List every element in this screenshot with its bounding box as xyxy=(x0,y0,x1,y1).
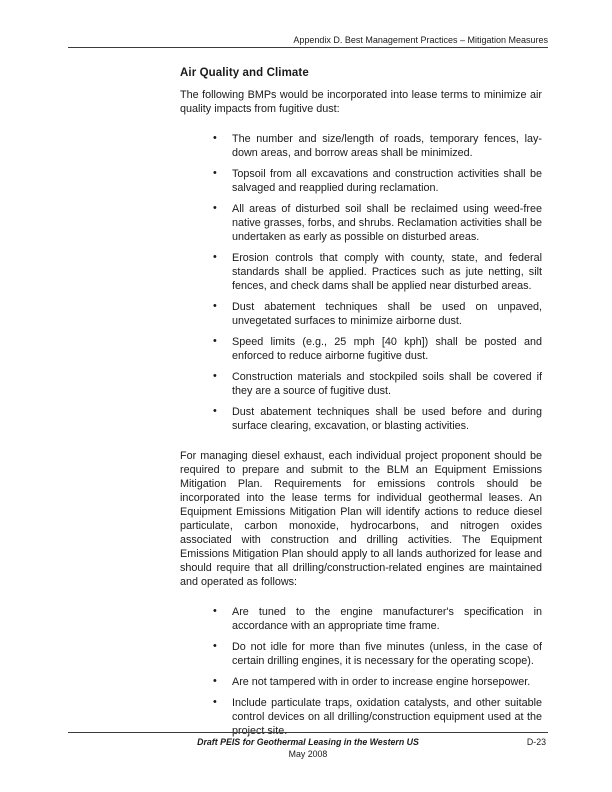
list-item-text: Include particulate traps, oxidation catalysts, and other suitable control devices on all drilling/construction equipment used at the project site. xyxy=(232,697,542,737)
bullet-icon: • xyxy=(213,335,217,347)
section-heading: Air Quality and Climate xyxy=(180,67,309,79)
bullet-icon: • xyxy=(213,605,217,617)
running-header: Appendix D. Best Management Practices – Mitigation Measures xyxy=(293,35,548,45)
header-divider xyxy=(68,47,548,48)
fugitive-dust-bmp-list xyxy=(180,132,542,433)
engine-requirements-list xyxy=(180,605,542,738)
bullet-icon: • xyxy=(213,370,217,382)
bullet-icon: • xyxy=(213,696,217,708)
bullet-icon: • xyxy=(213,675,217,687)
list-item xyxy=(180,202,542,244)
list-item-text: Do not idle for more than five minutes (unless, in the case of certain drilling engines, it is necessary for the operating scope). xyxy=(232,641,542,667)
bullet-icon: • xyxy=(213,640,217,652)
bullet-icon: • xyxy=(213,167,217,179)
list-item-text: Are not tampered with in order to increase engine horsepower. xyxy=(232,676,531,688)
list-item xyxy=(180,640,542,668)
list-item-text: Dust abatement techniques shall be used on unpaved, unvegetated surfaces to minimize airborne dust. xyxy=(232,301,542,327)
list-item-text: Speed limits (e.g., 25 mph [40 kph]) shall be posted and enforced to reduce airborne fugitive dust. xyxy=(232,336,542,362)
bullet-icon: • xyxy=(213,405,217,417)
footer-document-title: Draft PEIS for Geothermal Leasing in the Western US xyxy=(197,737,419,747)
page-number: D-23 xyxy=(526,737,546,747)
list-item xyxy=(180,370,542,398)
list-item xyxy=(180,300,542,328)
list-item-text: The number and size/length of roads, temporary fences, lay-down areas, and borrow areas shall be minimized. xyxy=(232,133,542,159)
list-item xyxy=(180,335,542,363)
list-item xyxy=(180,405,542,433)
bullet-icon: • xyxy=(213,202,217,214)
list-item-text: Are tuned to the engine manufacturer's specification in accordance with an appropriate time frame. xyxy=(232,606,542,632)
bullet-icon: • xyxy=(213,251,217,263)
list-item-text: Erosion controls that comply with county, state, and federal standards shall be applied. Practices such as jute netting, silt fences, and check dams shall be applied near disturbed areas. xyxy=(232,252,542,292)
diesel-exhaust-paragraph: For managing diesel exhaust, each individual project proponent should be required to prepare and submit to the BLM an Equipment Emissions Mitigation Plan. Requirements for emissions controls should be incorporated into the lease terms for individual geothermal leases. An Equipment Emissions Mitigation Plan will identify actions to reduce diesel particulate, carbon monoxide, hydrocarbons, and nitrogen oxides associated with construction and drilling activities. The Equipment Emissions Mitigation Plan should apply to all lands authorized for lease and should require that all drilling/construction-related engines are maintained and operated as follows: xyxy=(180,450,542,588)
footer-divider xyxy=(68,732,548,733)
bullet-icon: • xyxy=(213,132,217,144)
list-item-text: All areas of disturbed soil shall be reclaimed using weed-free native grasses, forbs, and shrubs. Reclamation activities shall be undertaken as early as possible on disturbed areas. xyxy=(232,203,542,243)
list-item-text: Construction materials and stockpiled soils shall be covered if they are a source of fugitive dust. xyxy=(232,371,542,397)
list-item-text: Topsoil from all excavations and construction activities shall be salvaged and reapplied during reclamation. xyxy=(232,168,542,194)
footer-date: May 2008 xyxy=(288,749,328,759)
list-item xyxy=(180,675,542,689)
list-item xyxy=(180,605,542,633)
list-item-text: Dust abatement techniques shall be used before and during surface clearing, excavation, or blasting activities. xyxy=(232,406,542,432)
intro-paragraph: The following BMPs would be incorporated into lease terms to minimize air quality impacts from fugitive dust: xyxy=(180,89,542,115)
page-content xyxy=(180,66,542,754)
page-footer xyxy=(68,737,548,749)
list-item xyxy=(180,132,542,160)
list-item xyxy=(180,251,542,293)
bullet-icon: • xyxy=(213,300,217,312)
list-item xyxy=(180,167,542,195)
